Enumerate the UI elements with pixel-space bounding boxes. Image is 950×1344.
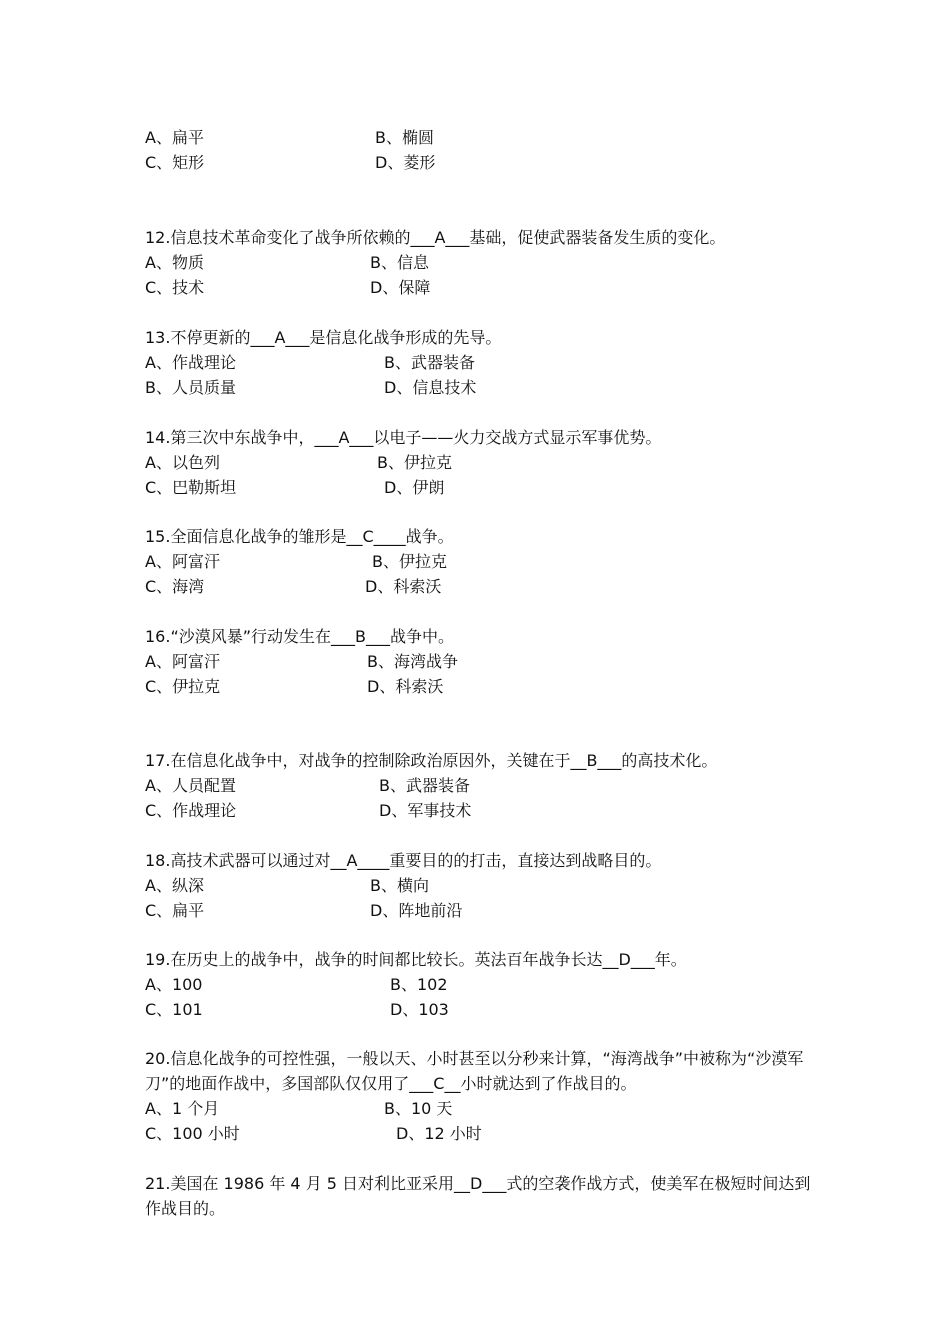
option-d: D、信息技术 [384,378,477,397]
option-c: C、100 小时 [145,1124,240,1143]
option-d: D、12 小时 [396,1124,482,1143]
question-stem: 21.美国在 1986 年 4 月 5 日对利比亚采用__D___式的空袭作战方式，使美军在极短时间达到作战目的。 [145,1174,811,1218]
option-a: A、100 [145,975,203,994]
option-b: B、10 天 [384,1099,453,1118]
option-c: C、技术 [145,278,205,297]
option-b: B、横向 [370,876,429,895]
option-a: A、1 个月 [145,1099,220,1118]
option-c: C、伊拉克 [145,677,221,696]
question-stem: 17.在信息化战争中，对战争的控制除政治原因外，关键在于__B___的高技术化。 [145,751,718,770]
option-a: A、以色列 [145,453,220,472]
question-stem: 12.信息技术革命变化了战争所依赖的___A___基础，促使武器装备发生质的变化。 [145,228,726,247]
option-c: C、矩形 [145,153,205,172]
option-a: A、作战理论 [145,353,236,372]
option-b: B、椭圆 [375,128,434,147]
question-stem: 19.在历史上的战争中，战争的时间都比较长。英法百年战争长达__D___年。 [145,950,687,969]
option-b: B、海湾战争 [367,652,458,671]
option-c: B、人员质量 [145,378,236,397]
question-stem: 14.第三次中东战争中，___A___以电子——火力交战方式显示军事优势。 [145,428,662,447]
option-b: B、102 [390,975,448,994]
option-d: D、伊朗 [384,478,445,497]
option-c: C、巴勒斯坦 [145,478,237,497]
option-a: A、人员配置 [145,776,236,795]
option-c: C、作战理论 [145,801,237,820]
question-stem: 20.信息化战争的可控性强，一般以天、小时甚至以分秒来计算，“海湾战争”中被称为“沙漠军刀”的地面作战中，多国部队仅仅用了___C__小时就达到了作战目的。 [145,1049,804,1093]
option-a: A、物质 [145,253,204,272]
option-a: A、扁平 [145,128,204,147]
option-d: D、菱形 [375,153,436,172]
option-a: A、阿富汗 [145,552,220,571]
option-c: C、101 [145,1000,203,1019]
option-c: C、扁平 [145,901,205,920]
option-d: D、科索沃 [365,577,442,596]
question-stem: 16.“沙漠风暴”行动发生在___B___战争中。 [145,627,455,646]
option-b: B、武器装备 [379,776,470,795]
option-d: D、阵地前沿 [370,901,463,920]
option-c: C、海湾 [145,577,205,596]
option-d: D、军事技术 [379,801,472,820]
question-stem: 15.全面信息化战争的雏形是__C____战争。 [145,527,454,546]
option-d: D、保障 [370,278,431,297]
option-d: D、科索沃 [367,677,444,696]
option-a: A、纵深 [145,876,204,895]
option-b: B、伊拉克 [372,552,447,571]
question-stem: 13.不停更新的___A___是信息化战争形成的先导。 [145,328,502,347]
question-stem: 18.高技术武器可以通过对__A____重要目的的打击，直接达到战略目的。 [145,851,662,870]
option-b: B、武器装备 [384,353,475,372]
option-b: B、伊拉克 [377,453,452,472]
option-d: D、103 [390,1000,449,1019]
option-a: A、阿富汗 [145,652,220,671]
option-b: B、信息 [370,253,429,272]
